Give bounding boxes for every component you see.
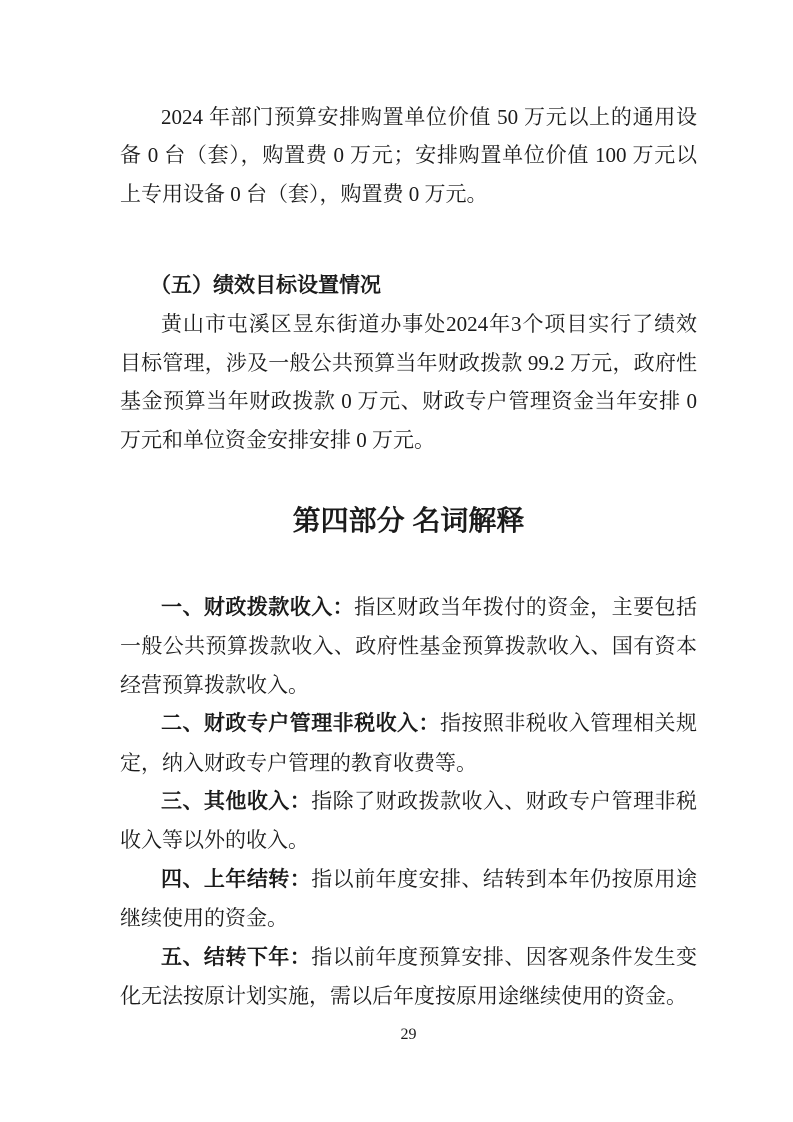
section-performance-targets (120, 267, 697, 459)
definition-line (120, 588, 697, 627)
definition-text: 指以前年度预算安排、因客观条件发生变 (311, 944, 698, 969)
definition-line (120, 938, 697, 977)
section-title: （五）绩效目标设置情况 (150, 274, 381, 297)
definition-text: 指以前年度安排、结转到本年仍按原用途 (311, 866, 698, 891)
definition-term: 五、结转下年： (161, 945, 312, 969)
part4-heading: 第四部分 名词解释 (292, 505, 525, 536)
definition-line: 经营预算拨款收入。 (120, 672, 309, 697)
paragraph-line: 基金预算当年财政拨款 0 万元、财政专户管理资金当年安排 0 (120, 389, 697, 414)
paragraph-equipment-budget (120, 98, 697, 213)
definition-line (120, 782, 697, 821)
definition-line (120, 860, 697, 899)
definition-line: 定，纳入财政专户管理的教育收费等。 (120, 750, 477, 775)
definition-item (120, 782, 697, 860)
definition-term: 二、财政专户管理非税收入： (161, 712, 440, 736)
definition-item (120, 704, 697, 782)
definition-text: 指按照非税收入管理相关规 (439, 711, 698, 736)
paragraph-line: 上专用设备 0 台（套），购置费 0 万元。 (120, 181, 488, 206)
paragraph-line: 万元和单位资金安排安排 0 万元。 (120, 427, 435, 452)
definition-text: 指区财政当年拨付的资金，主要包括 (354, 595, 697, 619)
definition-item (120, 860, 697, 938)
definition-term: 四、上年结转： (161, 867, 312, 891)
definition-line (120, 704, 697, 743)
paragraph-line: 黄山市屯溪区昱东街道办事处2024年3个项目实行了绩效 (161, 312, 697, 337)
definition-term: 一、财政拨款收入： (161, 596, 355, 619)
paragraph-line: 目标管理，涉及一般公共预算当年财政拨款 99.2 万元，政府性 (120, 350, 697, 375)
definition-item (120, 938, 697, 1016)
definition-text: 指除了财政拨款收入、财政专户管理非税 (311, 789, 698, 814)
definition-line: 一般公共预算拨款收入、政府性基金预算拨款收入、国有资本 (120, 634, 697, 659)
definition-line: 化无法按原计划实施，需以后年度按原用途继续使用的资金。 (120, 984, 687, 1009)
definition-item (120, 588, 697, 704)
definitions-list (120, 588, 697, 1015)
definition-line: 继续使用的资金。 (120, 906, 288, 931)
paragraph-line: 备 0 台（套），购置费 0 万元；安排购置单位价值 100 万元以 (120, 143, 697, 168)
page-number: 29 (400, 1026, 417, 1043)
definition-line: 收入等以外的收入。 (120, 828, 309, 853)
definition-term: 三、其他收入： (161, 790, 312, 814)
paragraph-line: 2024 年部门预算安排购置单位价值 50 万元以上的通用设 (161, 105, 697, 129)
